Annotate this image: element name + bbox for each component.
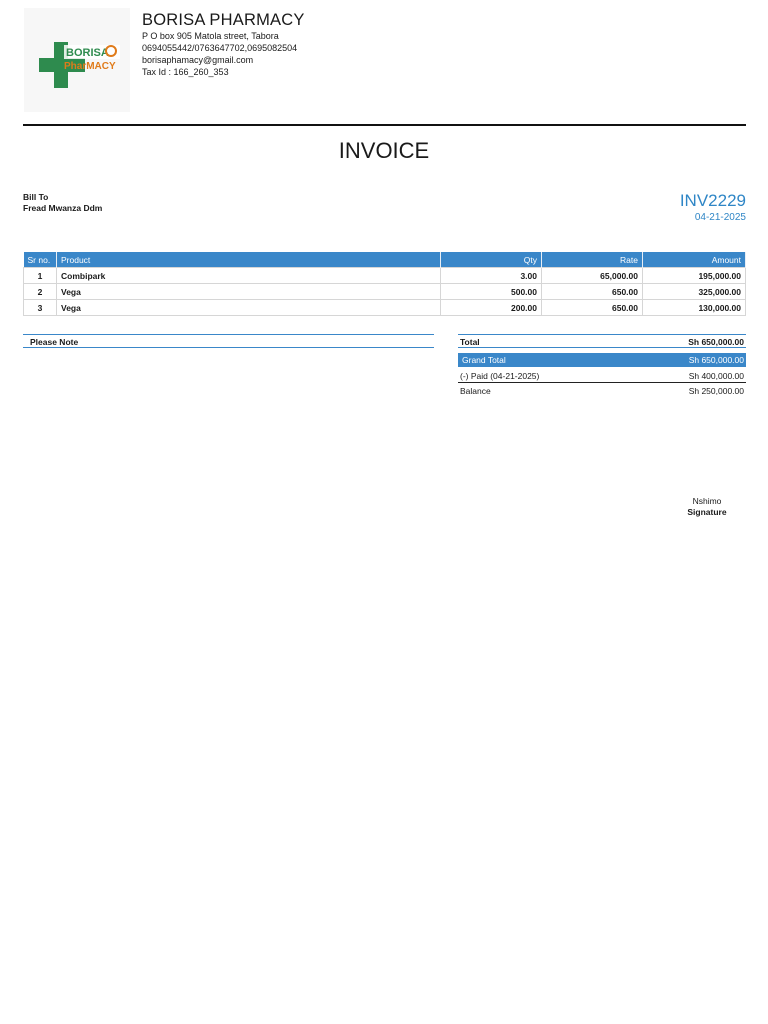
- table-row: [24, 300, 746, 316]
- header-product: Product: [57, 252, 441, 268]
- header-qty: Qty: [441, 252, 542, 268]
- cell-amount: 325,000.00: [643, 284, 746, 300]
- header-rate: Rate: [542, 252, 643, 268]
- svg-text:BORISA: BORISA: [66, 47, 109, 59]
- bill-to-label: Bill To: [23, 192, 49, 202]
- grand-total-label: Grand Total: [462, 355, 506, 365]
- company-phones: 0694055442/0763647702,0695082504: [142, 43, 298, 53]
- company-name: BORISA PHARMACY: [142, 11, 305, 29]
- company-email: borisaphamacy@gmail.com: [142, 55, 254, 65]
- cell-product: Combipark: [57, 268, 441, 284]
- grand-total-value: Sh 650,000.00: [688, 355, 744, 365]
- signatory-name: Nshimo: [692, 496, 722, 506]
- paid-row: [458, 369, 746, 383]
- company-header: [142, 10, 305, 78]
- balance-value: Sh 250,000.00: [688, 386, 744, 396]
- company-logo: [24, 8, 130, 112]
- total-label: Total: [460, 337, 480, 347]
- cell-product: Vega: [57, 284, 441, 300]
- cell-product: Vega: [57, 300, 441, 316]
- paid-value: Sh 400,000.00: [688, 371, 744, 381]
- table-row: [24, 268, 746, 284]
- cell-sr-no: 3: [24, 300, 57, 316]
- document-title: INVOICE: [338, 138, 430, 163]
- table-header-row: [24, 252, 746, 268]
- cell-sr-no: 1: [24, 268, 57, 284]
- cell-sr-no: 2: [24, 284, 57, 300]
- cell-qty: 500.00: [441, 284, 542, 300]
- header-sr-no: Sr no.: [24, 252, 57, 268]
- invoice-date: 04-21-2025: [694, 212, 746, 223]
- cell-amount: 195,000.00: [643, 268, 746, 284]
- balance-label: Balance: [460, 386, 491, 396]
- invoice-number: INV2229: [679, 191, 746, 210]
- paid-label: (-) Paid (04-21-2025): [460, 371, 540, 381]
- header-divider: [23, 124, 746, 126]
- cell-rate: 650.00: [542, 300, 643, 316]
- cell-qty: 200.00: [441, 300, 542, 316]
- company-address: P O box 905 Matola street, Tabora: [142, 31, 279, 41]
- cell-rate: 65,000.00: [542, 268, 643, 284]
- items-table: [23, 252, 746, 316]
- signature-label: Signature: [687, 507, 727, 517]
- please-note: Please Note: [23, 334, 434, 348]
- company-tax-id: Tax Id : 166_260_353: [142, 67, 229, 77]
- table-row: [24, 284, 746, 300]
- total-row: [458, 334, 746, 348]
- svg-text:PharMACY: PharMACY: [64, 61, 116, 72]
- balance-row: [458, 384, 746, 398]
- header-amount: Amount: [643, 252, 746, 268]
- grand-total-row: [458, 353, 746, 367]
- bill-to-name: Fread Mwanza Ddm: [23, 203, 103, 213]
- cell-qty: 3.00: [441, 268, 542, 284]
- total-value: Sh 650,000.00: [688, 337, 744, 347]
- cell-rate: 650.00: [542, 284, 643, 300]
- cell-amount: 130,000.00: [643, 300, 746, 316]
- bill-to: [23, 192, 102, 214]
